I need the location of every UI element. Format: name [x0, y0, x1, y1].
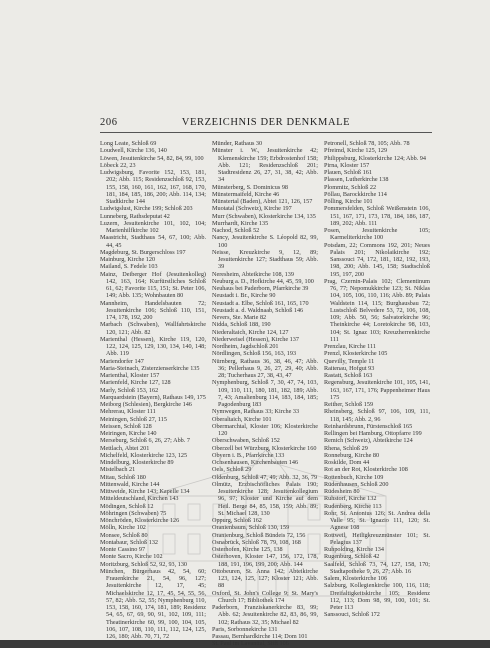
index-entry: Münstertal (Baden), Abtei 121, 126, 157	[212, 198, 313, 205]
index-entry: Neresheim, Abteikirche 108, 139	[212, 270, 294, 278]
index-entry: Rüdenhausen, Schloß 200	[324, 480, 389, 488]
index-entry: Magdeburg, St. Burgerschloss 197	[100, 248, 186, 256]
index-entry: Moritzburg, Schloß 52, 92, 93, 130	[100, 560, 188, 568]
index-entry: Oldenburg, Schloß 47, 49; Abb. 32, 36, 79	[212, 473, 318, 481]
index-column-1	[100, 140, 206, 640]
index-entry: Neustadt a. Elbe, Schloß 161, 165, 170	[212, 299, 309, 307]
index-entry: Oberzell bei Würzburg, Klosterkirche 160	[212, 444, 317, 452]
index-entry: Münstermaifeld, Kirche 46	[212, 190, 280, 198]
index-entry: Pöllau, Barockkirche 114	[324, 190, 387, 198]
index-entry: Mölln, Kirche 102	[100, 524, 146, 532]
index-entry: Neisse, Kreuzkirche 9, 12, 89; Jesuitenkirche 127; Stadthaus 59; Abb. 39	[212, 248, 318, 271]
index-entry: Ludwigslust, Kirche 199; Schloß 203	[100, 205, 193, 213]
index-entry: Regensburg, Jesuitenkirche 101, 105, 141, 163, 167, 171, 176; Pappenheimer Haus 175	[324, 379, 430, 401]
index-column-3	[324, 140, 430, 619]
index-entry: Long Leate, Schloß 69	[100, 140, 157, 147]
page-header	[100, 116, 432, 133]
index-entry: Rottenbuch, Kirche 109	[324, 473, 384, 481]
index-entry: Maria-Steinach, Zisterzienserkirche 135	[100, 364, 200, 372]
index-entry: Maastricht, Stadthaus 54, 67, 100; Abb. 44, 45	[100, 234, 206, 249]
index-column-2	[212, 140, 318, 648]
index-entry: Philippsburg, Klosterkirche 124; Abb. 94	[324, 154, 426, 162]
index-entry: Mödingen, Schloß 12	[100, 502, 154, 510]
index-entry: Sanssouci, Schloß 172	[324, 611, 380, 619]
index-entry: Reinhardsbrunn, Fürstenschloß 165	[324, 422, 413, 430]
index-entry: Ruhpolding, Kirche 134	[324, 546, 384, 553]
index-entry: Olmütz, Erzbischöfliches Palais 190; Jesuitenkirche 128; Jesuitenkollegium 96, 97; Kloster und Kirche auf dem Heil. Berge 84, 85, 158, 159; Abb. 89; St. Michael 128, 130	[212, 480, 318, 517]
index-entry: Passau, Bernhardkirche 114; Dom 101	[212, 633, 308, 640]
index-entry: Plommitz, Schloß 22	[324, 183, 377, 191]
index-entry: Lunneberg, Rathsdeputat 42	[100, 212, 170, 220]
index-entry: Mitau, Schloß 180	[100, 473, 146, 481]
index-entry: Münster i. W., Jesuitenkirche 42; Klemenskirche 159; Erbdrostenhof 158; Abb. 121; Residenzschloß 201; Stadtresidenz 26, 27, 31, 38, 42; Abb. 34	[212, 147, 318, 184]
index-entry: Raitenau, Hofgut 93	[324, 364, 375, 372]
index-entry: Prag, Czernin-Palais 102; Clementinum 76, 77; Nepomukkirche 123; St. Niklas 104, 105, 106, 110, 116; Abb. 89; Palais Waldstein 114, 115; Burghausbau 72; Lustschloß Belvedere 53, 72, 106, 108, 109; Abb. 50, 56; Salvatorkirche 96; Theinkirche 44; Loretokirche 98, 103, 104; St. Ignaz 103; Kreuzherrenkirche 111	[324, 277, 430, 343]
index-entry: Monte Sacro, Kirche 102	[100, 553, 163, 561]
index-entry: Mitteldeutschland, Kirchen 143	[100, 495, 179, 503]
index-entry: Marquardstein (Bayern), Rathaus 149, 175	[100, 393, 206, 401]
index-entry: Niederweisel (Hessen), Kirche 137	[212, 335, 299, 343]
index-entry: Münsterberg, S. Dominicus 98	[212, 183, 289, 191]
index-entry: Mittweide, Kirche 143; Kapelle 134	[100, 488, 190, 495]
index-entry: Oberschwaben, Schloß 152	[212, 437, 280, 445]
index-entry: Pommersfelden, Schloß Weißenstein 106, 151, 167, 171, 173, 178, 184, 186, 187, 189, 202; Abb. 111	[324, 205, 430, 227]
index-entry: Ruhstorf, Kirche 132	[324, 495, 377, 503]
index-entry: Löbeck 22, 23	[100, 161, 136, 169]
index-entry: Marly, Schloß 153, 162	[100, 386, 159, 394]
index-entry: Rheinsberg, Schloß 97, 106, 109, 111, 118, 145; Abb. 2, 96	[324, 408, 430, 423]
index-entry: Plauen, Schloß 161	[324, 169, 372, 176]
index-entry: Möhringen (Schwaben) 75	[100, 509, 167, 517]
index-entry: Marienthal (Hessen), Kirche 119, 120, 122, 124, 125, 129, 130, 134, 140, 148; Abb. 119	[100, 335, 206, 358]
index-entry: Rastatt, Schloß 163	[324, 372, 373, 379]
index-entry: Marienfeld, Kirche 127, 128	[100, 379, 171, 387]
index-entry: Montabaur, Schloß 132	[100, 538, 159, 546]
index-entry: Plassen, Lutherkirche 138	[324, 176, 389, 184]
index-entry: Nymphenburg, Schloß 7, 30, 47, 74, 103, 109, 110, 111, 180, 181, 182, 189; Abb. 7, 43; Amalienburg 114, 183, 184, 185; Pagodenburg 183	[212, 379, 318, 408]
index-entry: Pfreimd, Kirche 125, 129	[324, 147, 388, 155]
index-entry: Mariendorfer 147	[100, 357, 144, 365]
running-title: VERZEICHNIS DER DENKMALE	[181, 117, 351, 128]
index-entry: Saalfeld, Schloß 73, 74, 127, 158, 170; Stadtapotheke 9, 26, 27; Abb. 16	[324, 560, 430, 575]
index-entry: Ochsenhausen, Kirchenbauten 146	[212, 459, 299, 466]
index-entry: Meiringen, Kirche 140	[100, 430, 157, 437]
index-entry: Prenzlau, Kirche 111	[324, 343, 376, 350]
index-entry: Salem, Klosterkirche 106	[324, 575, 388, 582]
index-entry: Meiningen, Schloß 27, 115	[100, 415, 167, 423]
index-entry: Rottweil, Heiligkreuzmünster 101; St. Pelagius 137	[324, 531, 430, 546]
index-entry: Niederaltaich, Kirche 124, 127	[212, 328, 289, 336]
index-entry: St. Paul im Lavanttal, Stift 106	[212, 640, 289, 648]
index-entry: Pölling, Kirche 101	[324, 198, 373, 205]
index-entry: Mailand, S. Fedele 103	[100, 263, 158, 271]
index-entry: Prenzl, Klosterkirche 105	[324, 350, 388, 358]
index-entry: Rellingen bei Hamburg, Ottopfarre 199	[324, 430, 422, 437]
index-entry: Pirna, Kloster 157	[324, 161, 370, 169]
index-entry: Meiborg (Schlesien), Bergkirche 146	[100, 401, 192, 408]
index-entry: Petronell, Schloß 78, 105; Abb. 78	[324, 140, 410, 147]
index-entry: Mannheim, Handelsbauten 72; Jesuitenkirche 106; Schloß 110, 151, 174, 178, 192, 200	[100, 299, 206, 321]
index-entry: Neustadt a. d. Waldnaab, Schloß 146	[212, 306, 304, 314]
index-entry: Quevilly, Temple 11	[324, 357, 375, 365]
index-entry: Remich (Schweiz), Abteikirche 124	[324, 437, 413, 445]
index-entry: Mindelburg, Klosterkirche 89	[100, 459, 174, 466]
index-entry: Neuhaus bei Paderborn, Pfarrkirche 39	[212, 285, 309, 292]
index-entry: Luzern, Jesuitenkirche 101, 102, 104; Marienhilfkirche 102	[100, 219, 206, 234]
index-entry: Ronneburg, Kirche 80	[324, 451, 380, 459]
index-entry: Nachod, Schloß 52	[212, 227, 260, 234]
index-entry: Mainz, Deiberger Hof (Jesuitenkolleg) 142, 163, 164; Kurfürstliches Schloß 61, 62; Favorite 115, 151; St. Peter 106, 149; Abb. 135; Wohnbauten 80	[100, 270, 206, 300]
index-entry: Oels, Schloß 29	[212, 466, 252, 474]
index-entry: Mistelbach 21	[100, 466, 136, 474]
index-entry: Murr (Schwaben), Klosterkirche 134, 135	[212, 212, 316, 220]
index-entry: Mainburg, Kirche 120	[100, 256, 156, 263]
index-entry: Nevers, Ste. Marie 82	[212, 314, 267, 321]
index-entry: Paris, Sorbonnekirche 131	[212, 625, 278, 633]
index-entry: Rohr, St. Antonius 126; St. Andrea della Valle 95; St. Ignazio 111, 120; St. Agnese 108	[324, 509, 430, 532]
index-entry: Nidda, Schloß 188, 190	[212, 321, 271, 329]
index-entry: Osterhofen, Kirche 125, 138	[212, 546, 283, 553]
index-entry: Löwen, Jesuitenkirche 54, 82, 84, 99, 100	[100, 154, 204, 162]
index-entry: Osterhoven, Kloster 147, 156, 172, 178, 188, 191, 196, 199, 200; Abb. 144	[212, 553, 318, 568]
index-entry: Mehrerau, Kloster 111	[100, 408, 156, 416]
index-entry: Paderborn, Franziskanerkirche 83, 99; Abb. 62; Jesuitenkirche 82, 83, 86, 99, 102; Rathaus 32, 35; Michael 82	[212, 604, 318, 626]
index-entry: Roskilde, Dom 44	[324, 459, 370, 466]
index-entry: Reither, Schloß 159	[324, 401, 374, 408]
index-entry: Marienthal, Kloster 157	[100, 372, 160, 379]
index-entry: Rudenberg, Kirche 113	[324, 502, 382, 510]
index-entry: Rugenburg, Schloß 42	[324, 553, 380, 561]
index-entry: Posen, Jesuitenkirche 105; Karmeliterkirche 100	[324, 227, 430, 242]
index-entry: Obermarchtal, Kloster 106; Klosterkirche 120	[212, 422, 318, 437]
index-entry: München, Bürgerhaus 42, 54, 60; Frauenkirche 21, 54, 96, 127; Jesuitenkirche 12, 17, 45; Michaelskirche 12, 17, 45, 54, 55, 56, 57, 82; Abb. 52, 55; Nymphenburg 110, 153, 158, 160, 174, 181, 189; Residenz 54, 65, 67, 69, 90, 91, 102, 109, 111; Theatinerkirche 60, 99, 100, 104, 105, 106, 107, 108, 110, 111, 112, 124, 125, 126, 180; Abb. 70, 71, 72	[100, 567, 206, 640]
index-entry: Oranienbaum, Schloß 130, 159	[212, 524, 290, 532]
index-entry: Rhena, Schloß 29	[324, 444, 368, 452]
index-entry: Neuburg a. D., Hofkirche 44, 45, 59, 100	[212, 277, 314, 285]
index-entry: Meissen, Schloß 128	[100, 422, 152, 430]
index-entry: Ludwigsburg, Favorite 152, 153, 181, 202; Abb. 115; Residenzschloß 92, 153, 155, 158, 160, 161, 162, 167, 168, 170, 181, 184, 185, 186, 200; Abb. 114, 134; Stadtkirche 144	[100, 169, 206, 205]
index-entry: Monte Cassino 97	[100, 546, 146, 553]
index-entry: Nordheim, Jagdschloß 201	[212, 343, 279, 350]
index-entry: Oppurg, Schloß 162	[212, 517, 262, 524]
index-entry: Monsee, Schloß 80	[100, 531, 148, 539]
index-entry: Potsdam, 22; Commons 192, 201; Neues Palais 201; Nikolaikirche 192; Sanssouci 74, 172, 181, 182, 192, 193, 198, 200; Abb. 145, 158; Stadtschloß 195, 197, 200	[324, 241, 430, 278]
index-entry: Mettlach, Abtei 201	[100, 444, 150, 452]
index-entry: Oberaltaich, Kirche 101	[212, 415, 272, 423]
index-entry: Michelfeld, Klosterkirche 123, 125	[100, 451, 188, 459]
index-entry: Mönchröden, Klosterkirche 126	[100, 517, 180, 524]
index-entry: Nördlingen, Schloß 156, 163, 193	[212, 350, 297, 358]
index-entry: Osnabrück, Schloß 78, 79, 108, 168	[212, 538, 301, 546]
index-entry: Mittenwald, Kirche 144	[100, 480, 160, 488]
index-entry: Münder, Rathaus 30	[212, 140, 263, 147]
index-entry: Merseburg, Schloß 6, 26, 27; Abb. 7	[100, 437, 190, 445]
index-entry: Salzburg, Kollegienkirche 100, 116, 118; Dreifaltigkeitskirche 105; Residenz 112, 113; Dom 98, 99, 100, 101; St. Peter 113	[324, 582, 430, 611]
index-entry: Rot an der Rot, Klosterkirche 108	[324, 466, 408, 474]
index-entry: Nymwegen, Rathaus 33; Kirche 33	[212, 408, 300, 416]
index-entry: Oranienburg, Schloß Bündeis 72, 156	[212, 531, 306, 539]
index-entry: Nürnberg, Rathaus 36, 38, 46, 47; Abb. 36; Pellerhaus 9, 26, 27, 29, 40; Abb. 28; Tucherhaus 27, 38, 43, 47	[212, 357, 318, 379]
index-entry: Loudwell, Kirche 136, 140	[100, 147, 167, 155]
index-entry: Muotatal (Schweiz), Kirche 197	[212, 205, 292, 213]
index-entry: Nancy, Jesuitenkirche S. Léopold 82, 99, 100	[212, 234, 318, 249]
page-number: 206	[100, 117, 118, 128]
index-entry: Obyern i. B., Pfarrkirche 133	[212, 451, 285, 459]
index-entry: Marbach (Schwaben), Wallfahrtskirche 120, 121; Abb. 82	[100, 321, 206, 336]
index-entry: Ottobeuren, St. Anna 142; Abteikirche 123, 124, 125, 127; Kloster 121; Abb. 88	[212, 567, 318, 590]
index-entry: Murrhardt, Kirche 135	[212, 219, 269, 227]
index-entry: Oxford, St. John's College 9; St. Mary's Church 17; Bibliothek 174	[212, 589, 318, 604]
index-entry: Neustadt i. Br., Kirche 90	[212, 292, 276, 300]
index-entry: Rüdesheim 80	[324, 488, 360, 495]
